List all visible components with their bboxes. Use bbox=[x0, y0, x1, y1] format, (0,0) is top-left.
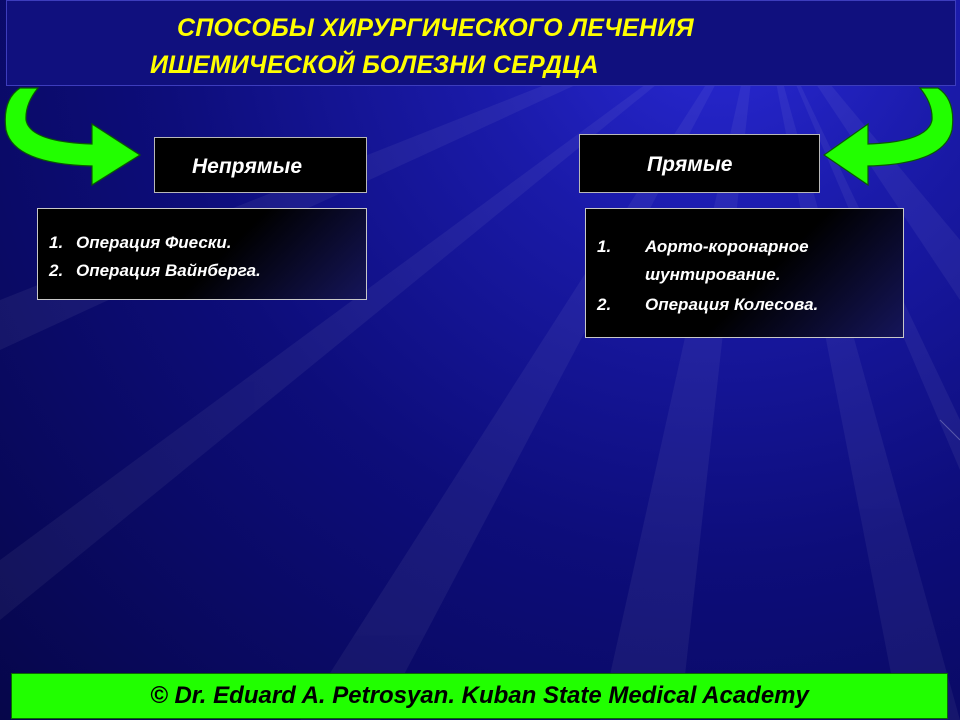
direct-methods-list bbox=[585, 208, 904, 338]
list-item-number: 1. bbox=[49, 233, 64, 252]
list-item: Операция Колесова. bbox=[645, 295, 819, 314]
indirect-methods-list bbox=[37, 208, 367, 300]
direct-methods-heading bbox=[579, 134, 820, 193]
left-curved-arrow-icon bbox=[0, 80, 150, 190]
list-item-number: 2. bbox=[49, 261, 64, 280]
list-item: Аорто-коронарное bbox=[645, 237, 809, 256]
list-item: Операция Вайнберга. bbox=[76, 261, 261, 280]
list-item-number: 2. bbox=[597, 295, 612, 314]
slide-title-line-2: ИШЕМИЧЕСКОЙ БОЛЕЗНИ СЕРДЦА bbox=[150, 51, 599, 79]
indirect-heading-label: Непрямые bbox=[192, 155, 303, 178]
indirect-methods-heading bbox=[154, 137, 367, 193]
copyright-footer: © Dr. Eduard A. Petrosyan. Kuban State Medical Academy bbox=[11, 673, 948, 719]
slide-title-line-1: СПОСОБЫ ХИРУРГИЧЕСКОГО ЛЕЧЕНИЯ bbox=[177, 14, 694, 42]
list-item-continuation: шунтирование. bbox=[645, 265, 781, 284]
list-item-number: 1. bbox=[597, 237, 612, 256]
direct-heading-label: Прямые bbox=[647, 153, 733, 176]
right-curved-arrow-icon bbox=[820, 80, 960, 190]
list-item: Операция Фиески. bbox=[76, 233, 232, 252]
